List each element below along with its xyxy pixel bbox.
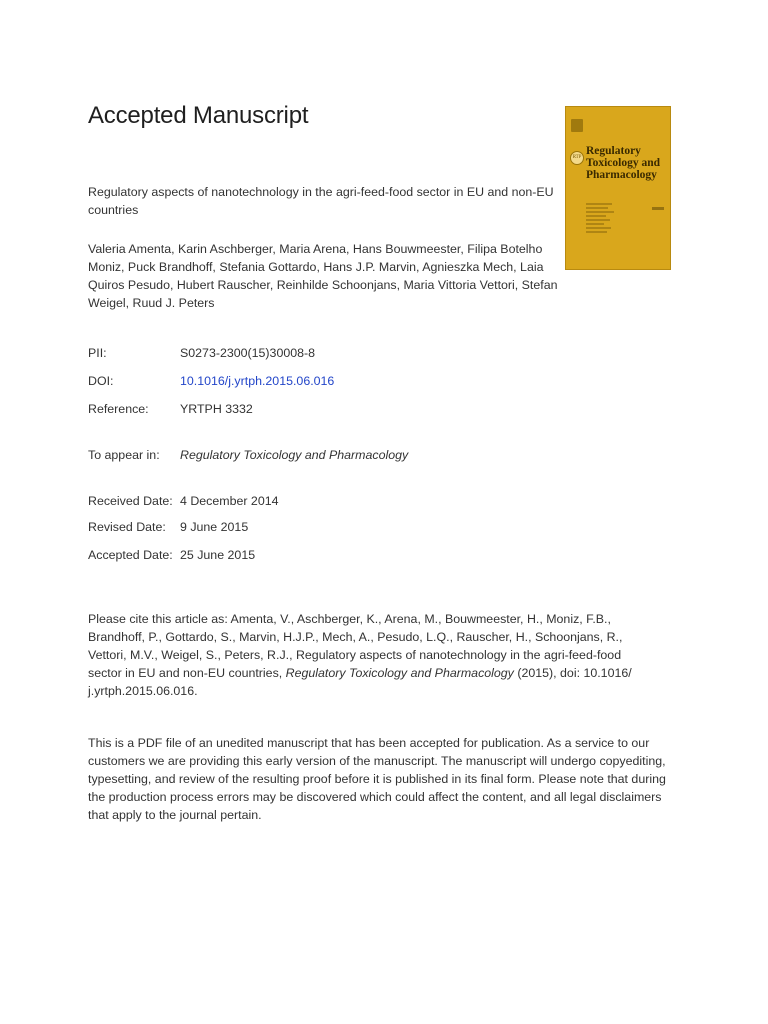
accepted-value: 25 June 2015: [180, 548, 256, 562]
reference-label: Reference:: [88, 402, 149, 416]
revised-value: 9 June 2015: [180, 520, 249, 534]
cover-publisher-mark: [652, 207, 664, 210]
revised-label: Revised Date:: [88, 520, 166, 534]
article-title: Regulatory aspects of nanotechnology in the agri-feed-food sector in EU and non-EU countries: [88, 185, 554, 217]
page-title: Accepted Manuscript: [88, 102, 309, 129]
cover-journal-title: Regulatory Toxicology and Pharmacology: [586, 145, 661, 181]
citation-prefix: Please cite this article as: Amenta, V., Aschberger, K., Arena, M., Bouwmeester, H., Moniz, F.B., Brandhoff, P., Gottardo, S., Marvin, H.J.P., Mech, A., Pesudo, L.Q., Rauscher, H., Schoonjans, R., Vettori, M.V., Weigel, S., Peters, R.J., Regulatory aspects of nanotechnology in the agri-feed-food sector in EU and non-EU countries,: [88, 612, 623, 680]
reference-value: YRTPH 3332: [180, 402, 253, 416]
received-value: 4 December 2014: [180, 494, 279, 508]
doi-link[interactable]: 10.1016/j.yrtph.2015.06.016: [180, 374, 335, 388]
citation-paragraph: [88, 610, 648, 700]
received-label: Received Date:: [88, 494, 173, 508]
publisher-logo-icon: [571, 119, 583, 132]
pii-label: PII:: [88, 346, 107, 360]
citation-suffix: (2015), doi: 10.1016/ j.yrtph.2015.06.016.: [88, 666, 632, 698]
notice-paragraph: This is a PDF file of an unedited manuscript that has been accepted for publication. As a service to our customers we are providing this early version of the manuscript. The manuscript will undergo copyediting, typesetting, and review of the resulting proof before it is published in its final form. Please note that during the production process errors may be discovered which could affect the content, and all legal disclaimers that apply to the journal pertain.: [88, 736, 666, 822]
journal-name: Regulatory Toxicology and Pharmacology: [180, 448, 409, 462]
article-authors: Valeria Amenta, Karin Aschberger, Maria Arena, Hans Bouwmeester, Filipa Botelho Moniz, Puck Brandhoff, Stefania Gottardo, Hans J.P. Marvin, Agnieszka Mech, Laia Quiros Pesudo, Hubert Rauscher, Reinhilde Schoonjans, Maria Vittoria Vettori, Stefan Weigel, Ruud J. Peters: [88, 242, 558, 310]
pii-value: S0273-2300(15)30008-8: [180, 346, 316, 360]
appear-label: To appear in:: [88, 448, 160, 462]
journal-emblem-icon: RTP: [570, 151, 584, 165]
cover-header-strip: [570, 110, 666, 116]
cover-contents-lines: [586, 203, 616, 235]
accepted-label: Accepted Date:: [88, 548, 173, 562]
journal-cover-image: [565, 106, 671, 270]
doi-label: DOI:: [88, 374, 114, 388]
citation-journal: Regulatory Toxicology and Pharmacology: [285, 666, 514, 680]
